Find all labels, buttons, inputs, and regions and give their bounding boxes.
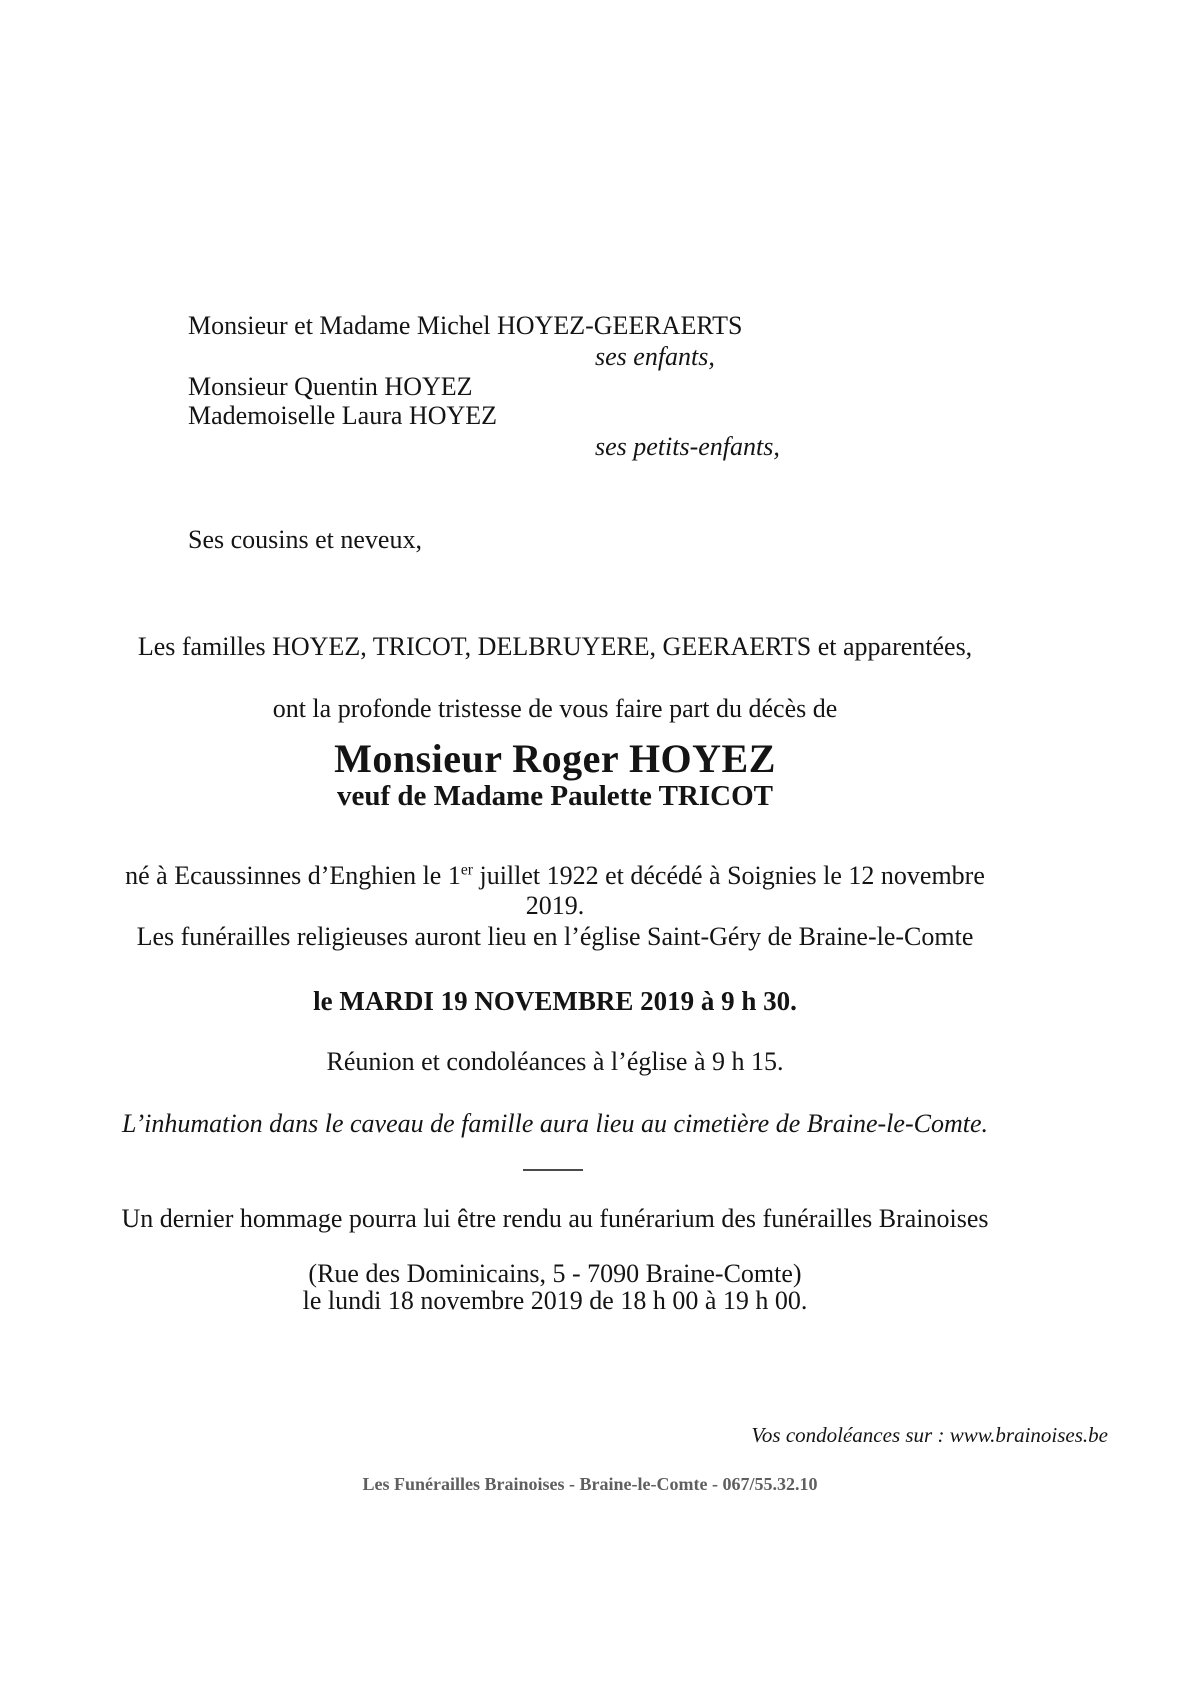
grandchild-name-line-2: Mademoiselle Laura HOYEZ [188, 401, 498, 430]
church-line: Les funérailles religieuses auront lieu en l’église Saint-Géry de Braine-le-Comte [136, 922, 974, 951]
homage-line: Un dernier hommage pourra lui être rendu au funérarium des funérailles Brainoises [121, 1204, 989, 1233]
children-names-line: Monsieur et Madame Michel HOYEZ-GEERAERTS [188, 311, 743, 340]
birth-death-text-start: né à Ecaussinnes d’Enghien le 1 [125, 861, 461, 890]
funeral-home-address-line: (Rue des Dominicains, 5 - 7090 Braine-Comte) [308, 1259, 802, 1288]
cousins-line: Ses cousins et neveux, [188, 525, 422, 554]
meeting-line: Réunion et condoléances à l’église à 9 h 15. [326, 1047, 784, 1076]
families-line: Les familles HOYEZ, TRICOT, DELBRUYERE, GEERAERTS et apparentées, [137, 632, 973, 661]
ordinal-superscript: er [460, 861, 473, 879]
children-relation-label: ses enfants, [595, 342, 715, 371]
funeral-date-line: le MARDI 19 NOVEMBRE 2019 à 9 h 30. [313, 986, 797, 1016]
burial-line: L’inhumation dans le caveau de famille aura lieu au cimetière de Braine-le-Comte. [122, 1109, 988, 1138]
condolences-website-line: Vos condoléances sur : www.brainoises.be [751, 1423, 1108, 1447]
birth-death-line [100, 861, 1010, 921]
widower-subheading: veuf de Madame Paulette TRICOT [336, 780, 774, 812]
intro-line: ont la profonde tristesse de vous faire part du décès de [272, 694, 838, 723]
deceased-name-heading: Monsieur Roger HOYEZ [334, 736, 776, 781]
visiting-time-line: le lundi 18 novembre 2019 de 18 h 00 à 19 h 00. [302, 1286, 808, 1315]
grandchild-name-line-1: Monsieur Quentin HOYEZ [188, 372, 473, 401]
grandchildren-relation-label: ses petits-enfants, [595, 432, 780, 461]
funeral-home-footer: Les Funérailles Brainoises - Braine-le-Comte - 067/55.32.10 [362, 1474, 818, 1494]
birth-death-text-end: juillet 1922 et décédé à Soignies le 12 novembre 2019. [472, 861, 985, 920]
separator-rule [523, 1169, 583, 1171]
